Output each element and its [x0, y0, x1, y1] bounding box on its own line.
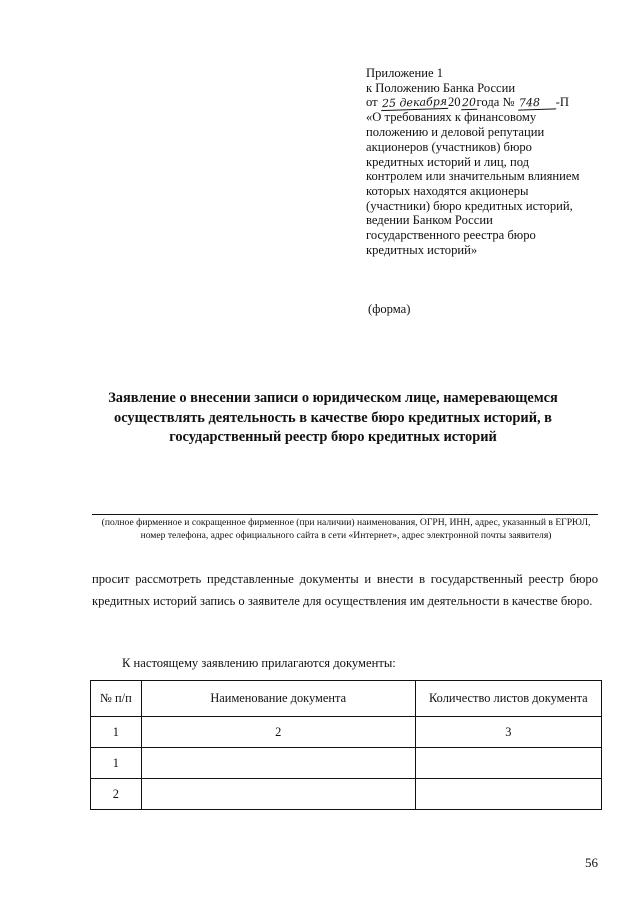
table-cell: 2 [91, 779, 142, 810]
table-header-row [91, 681, 602, 717]
table-row [91, 717, 602, 748]
applicant-fill-caption: (полное фирменное и сокращенное фирменное (при наличии) наименования, ОГРН, ИНН, адрес, указанный в ЕГРЮЛ, номер телефона, адрес официального сайта в сети «Интернет», адрес электронной почты заявителя) [101, 517, 591, 541]
table-cell: 1 [91, 717, 142, 748]
documents-table [90, 680, 602, 810]
handwritten-date: 25 декабря [381, 95, 448, 111]
appendix-body-line: «О требованиях к финансовому [366, 110, 537, 125]
handwritten-year: 20 [461, 96, 476, 110]
header-document-name: Наименование документа [141, 681, 415, 717]
table-cell: 3 [415, 717, 601, 748]
year-prefix: 20 [447, 95, 461, 110]
appendix-body-line: контролем или значительным влиянием [366, 169, 580, 184]
table-cell: 1 [91, 748, 142, 779]
header-sheet-count: Количество листов документа [415, 681, 601, 717]
appendix-body-line: кредитных историй» [366, 242, 478, 257]
appendix-body-line: которых находятся акционеры [366, 183, 529, 198]
table-cell: 2 [141, 717, 415, 748]
date-prefix: от [366, 95, 378, 110]
form-label: (форма) [368, 302, 411, 316]
handwritten-number: 748 [517, 97, 555, 111]
appendix-title: Приложение 1 [366, 66, 444, 80]
date-mid: года № [476, 95, 515, 110]
applicant-fill-line [92, 514, 598, 515]
appendix-body-line: ведении Банком России [366, 213, 493, 228]
attachments-intro: К настоящему заявлению прилагаются документы: [122, 656, 396, 670]
appendix-reference: к Положению Банка России [366, 80, 516, 95]
appendix-body-line: положению и деловой репутации [366, 125, 545, 140]
appendix-body-line: кредитных историй и лиц, под [366, 154, 530, 169]
table-cell [415, 779, 601, 810]
table-row [91, 779, 602, 810]
table-cell [141, 748, 415, 779]
table-row [91, 748, 602, 779]
number-suffix: -П [555, 95, 569, 110]
appendix-date-line [366, 95, 616, 110]
appendix-body-line: акционеров (участников) бюро [366, 139, 532, 154]
appendix-body-line: государственного реестра бюро [366, 228, 536, 243]
page-number: 56 [585, 855, 598, 870]
request-paragraph: просит рассмотреть представленные документы и внести в государственный реестр бюро кредитных историй запись о заявителе для осуществления им деятельности в качестве бюро. [92, 572, 598, 608]
appendix-body-line: (участники) бюро кредитных историй, [366, 198, 573, 213]
header-number: № п/п [91, 681, 142, 717]
table-cell [415, 748, 601, 779]
table-cell [141, 779, 415, 810]
appendix-header [366, 66, 616, 257]
document-title: Заявление о внесении записи о юридическом лице, намеревающемся осуществлять деятельность в качестве бюро кредитных историй, в государственный реестр бюро кредитных историй [108, 390, 558, 445]
